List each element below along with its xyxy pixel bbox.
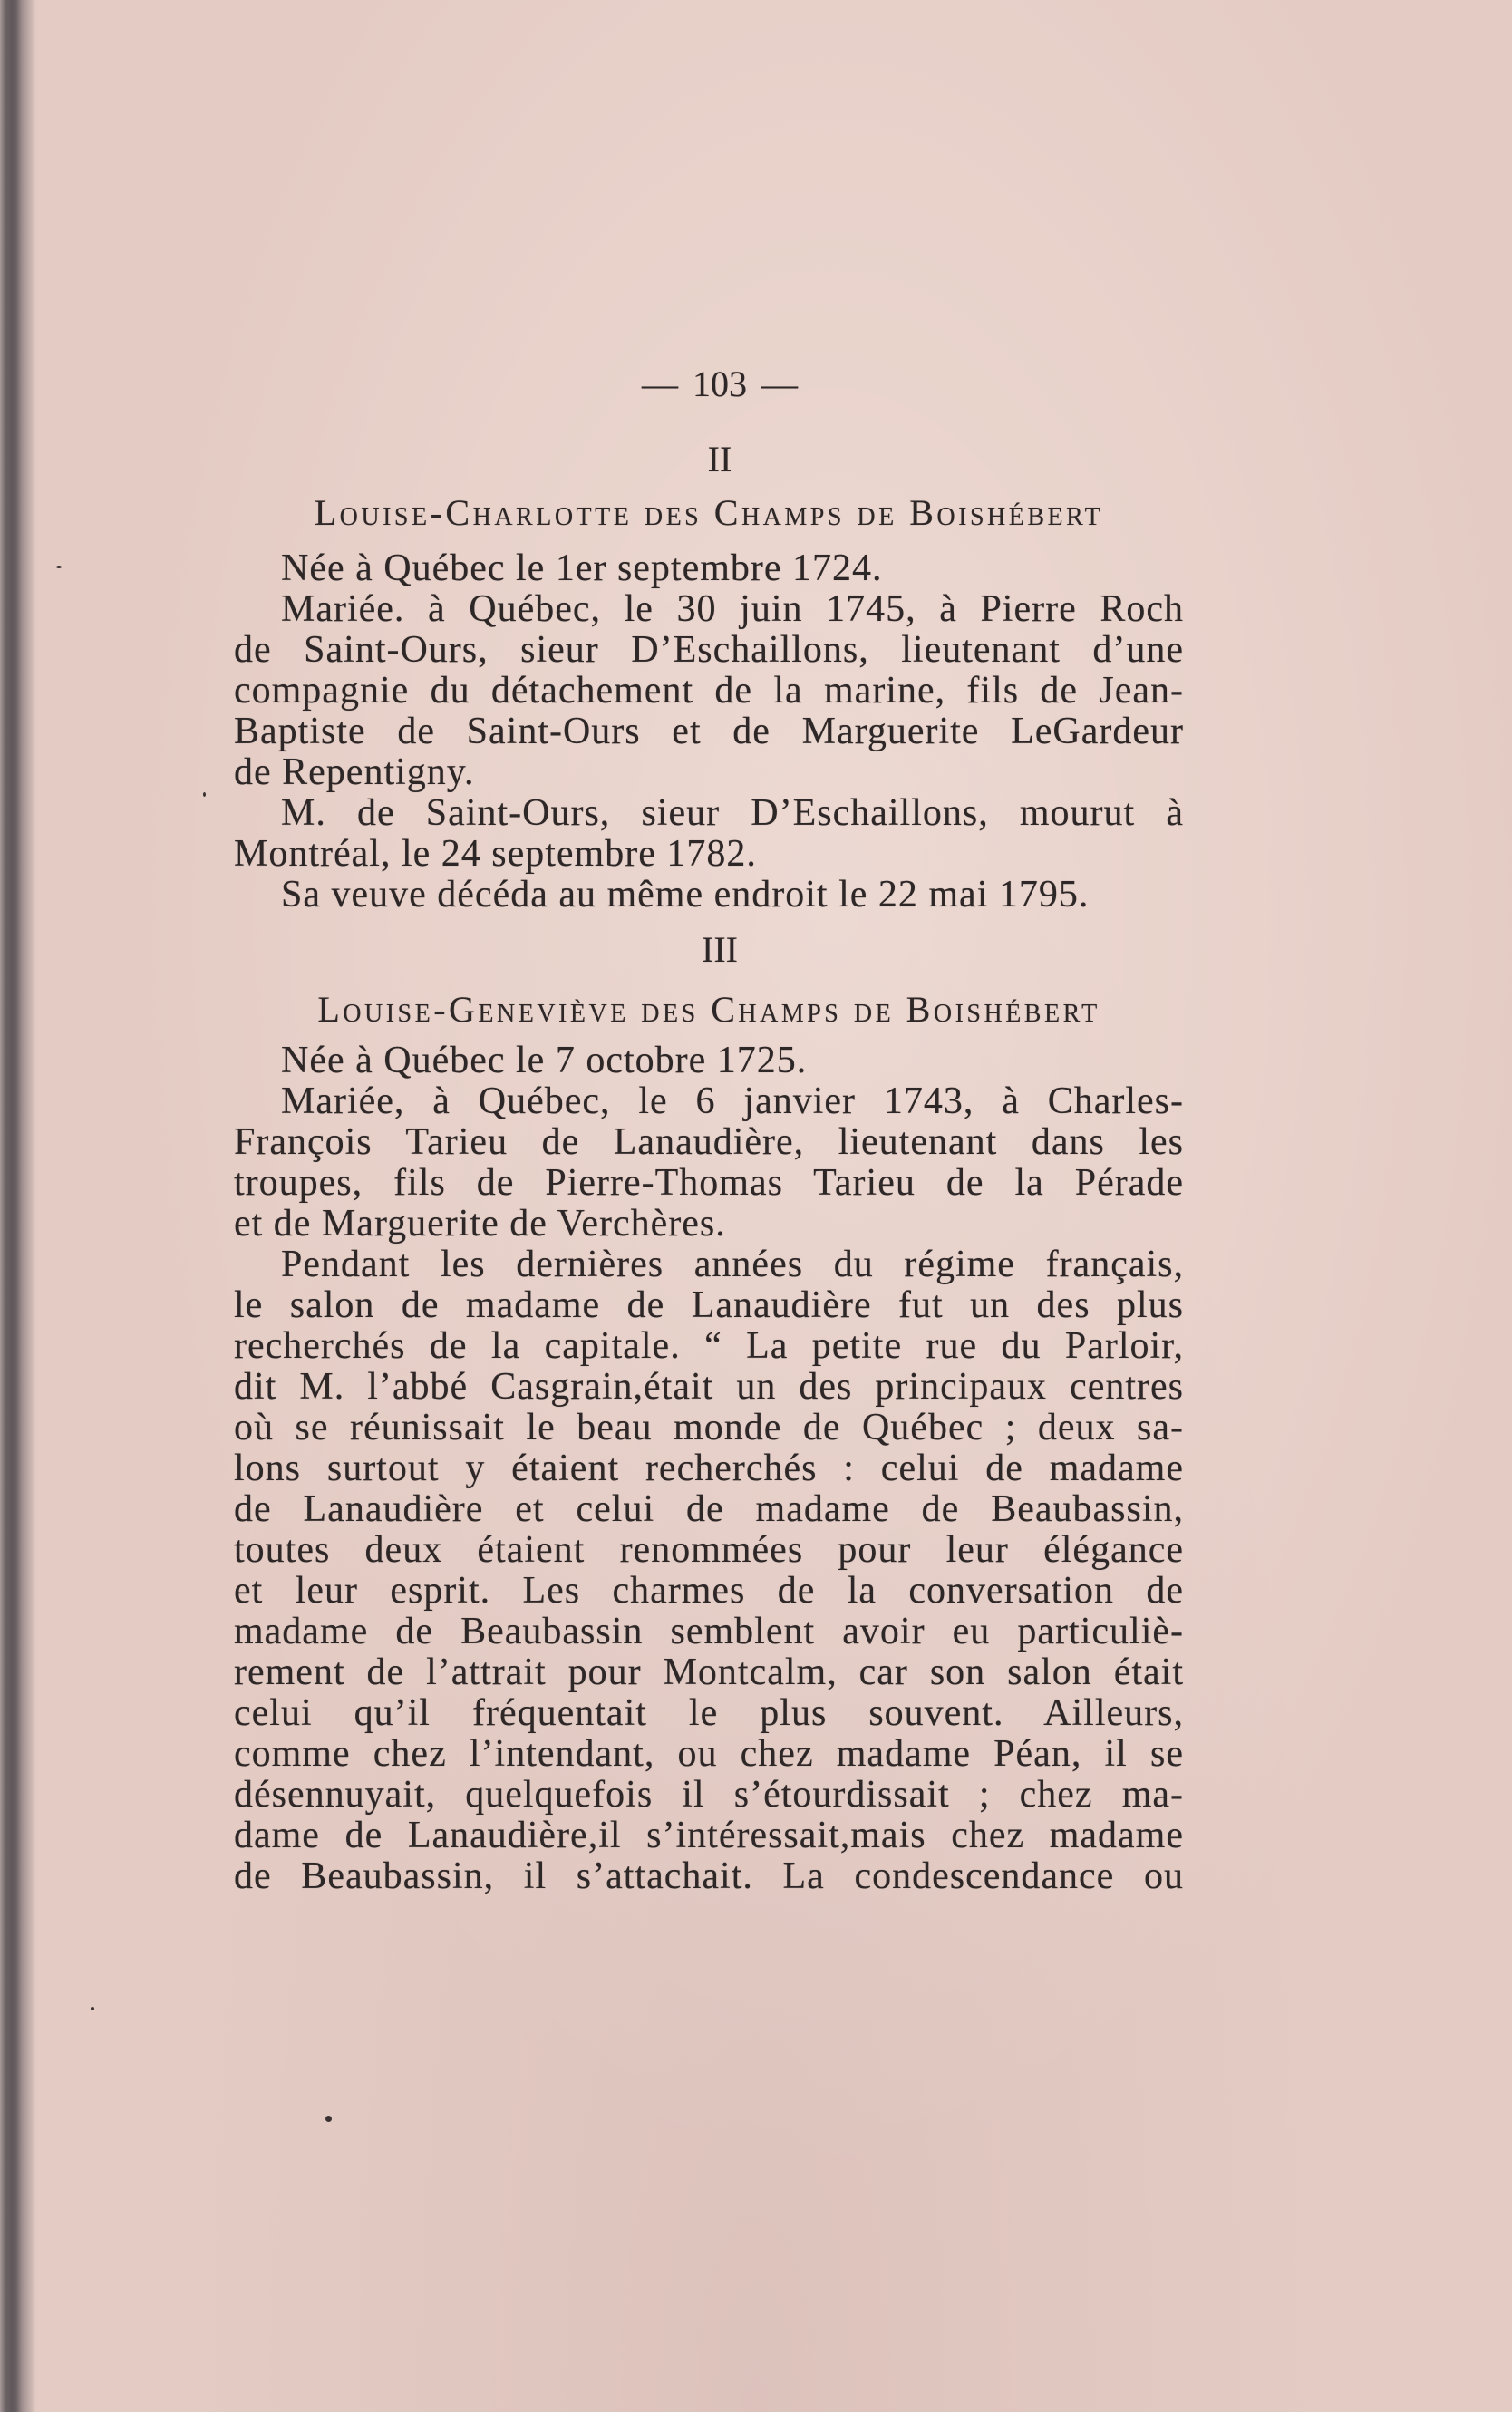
- text-line: lons surtout y étaient recherchés : celui de madame: [234, 1448, 1184, 1489]
- text-line: de Lanaudière et celui de madame de Beaubassin,: [234, 1489, 1184, 1530]
- text-line: compagnie du détachement de la marine, fils de Jean-: [234, 671, 1184, 712]
- text-line: de Saint-Ours, sieur D’Eschaillons, lieutenant d’une: [234, 630, 1184, 671]
- text-line: comme chez l’intendant, ou chez madame Péan, il se: [234, 1734, 1184, 1775]
- binding-gutter-shadow: [0, 0, 36, 2412]
- text-line: où se réunissait le beau monde de Québec ; deux sa-: [234, 1408, 1184, 1448]
- text-line: et leur esprit. Les charmes de la conversation de: [234, 1571, 1184, 1612]
- page-number: — 103 —: [642, 363, 798, 404]
- text-line: toutes deux étaient renommées pour leur élégance: [234, 1530, 1184, 1571]
- paragraph-birth: [234, 1041, 1184, 1081]
- section-heading-ii: Louise-Charlotte des Champs de Boishébert: [314, 492, 1104, 533]
- text-line: de Repentigny.: [234, 752, 475, 793]
- text-line: Baptiste de Saint-Ours et de Marguerite LeGardeur: [234, 712, 1184, 752]
- paragraph-widow-death: [234, 875, 1184, 915]
- text-line: M. de Saint-Ours, sieur D’Eschaillons, mourut à: [281, 793, 1184, 834]
- text-line: Pendant les dernières années du régime français,: [281, 1245, 1184, 1285]
- text-line: Mariée. à Québec, le 30 juin 1745, à Pierre Roch: [281, 589, 1184, 630]
- text-line: recherchés de la capitale. “ La petite rue du Parloir,: [234, 1326, 1184, 1367]
- section-numeral-ii: II: [707, 439, 732, 479]
- text-line: Née à Québec le 1er septembre 1724.: [281, 548, 883, 589]
- paper-speck: [91, 2007, 94, 2010]
- text-line: de Beaubassin, il s’attachait. La condescendance ou: [234, 1856, 1184, 1897]
- paragraph-marriage: [234, 1081, 1184, 1245]
- paragraph-birth: [234, 548, 1184, 589]
- section-numeral-iii: III: [702, 929, 738, 970]
- text-line: troupes, fils de Pierre-Thomas Tarieu de la Pérade: [234, 1163, 1184, 1204]
- text-line: Née à Québec le 7 octobre 1725.: [281, 1041, 808, 1081]
- paper-speck: [203, 792, 206, 797]
- text-line: Montréal, le 24 septembre 1782.: [234, 834, 757, 875]
- text-line: Mariée, à Québec, le 6 janvier 1743, à Charles-: [281, 1081, 1184, 1122]
- section-heading-iii: Louise-Geneviève des Champs de Boishébert: [317, 989, 1100, 1030]
- text-line: dit M. l’abbé Casgrain,était un des principaux centres: [234, 1367, 1184, 1408]
- text-line: dame de Lanaudière,il s’intéressait,mais chez madame: [234, 1816, 1184, 1856]
- text-line: et de Marguerite de Verchères.: [234, 1204, 726, 1245]
- text-line: le salon de madame de Lanaudière fut un des plus: [234, 1285, 1184, 1326]
- text-line: François Tarieu de Lanaudière, lieutenant dans les: [234, 1122, 1184, 1163]
- text-line: celui qu’il fréquentait le plus souvent. Ailleurs,: [234, 1693, 1184, 1734]
- text-line: désennuyait, quelquefois il s’étourdissait ; chez ma-: [234, 1775, 1184, 1816]
- text-line: madame de Beaubassin semblent avoir eu particuliè-: [234, 1612, 1184, 1652]
- paragraph-marriage: [234, 589, 1184, 793]
- text-line: rement de l’attrait pour Montcalm, car son salon était: [234, 1652, 1184, 1693]
- paragraph-husband-death: [234, 793, 1184, 875]
- paper-speck: [325, 2116, 332, 2122]
- section-body-ii: [234, 548, 1184, 915]
- paper-speck: [56, 566, 62, 568]
- paragraph-salon: [234, 1245, 1184, 1897]
- section-body-iii: [234, 1041, 1184, 1897]
- text-line: Sa veuve décéda au même endroit le 22 mai 1795.: [281, 875, 1090, 915]
